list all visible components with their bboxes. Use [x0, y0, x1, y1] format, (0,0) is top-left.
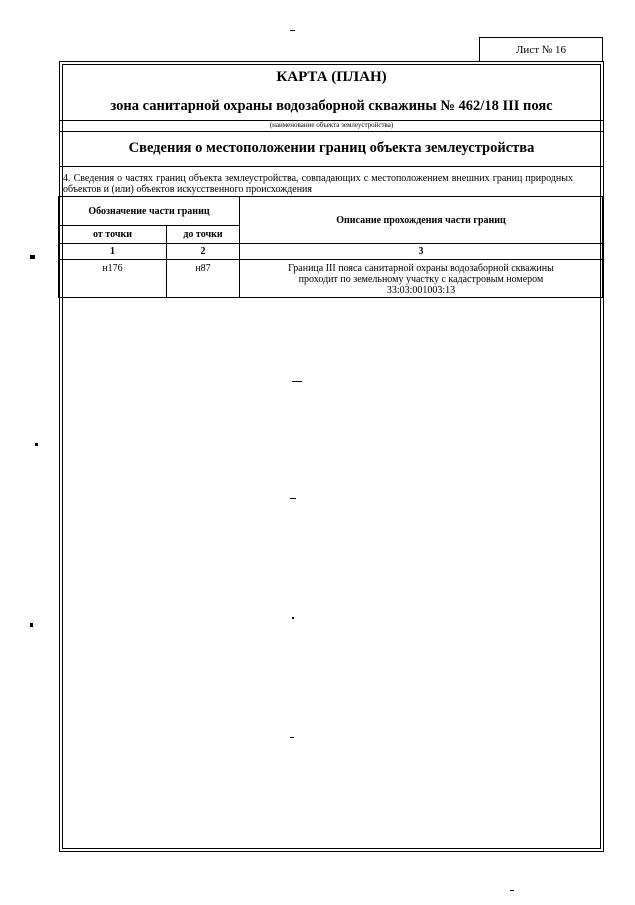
document-title: КАРТА (ПЛАН) [276, 69, 387, 85]
cell-from: н176 [59, 260, 167, 298]
column-number-1: 1 [59, 244, 167, 260]
column-number-2: 2 [167, 244, 240, 260]
sheet-number: Лист № 16 [479, 37, 603, 61]
header-group: Обозначение части границ [59, 197, 240, 226]
document-frame [59, 61, 604, 852]
divider [60, 131, 603, 132]
table-row [59, 260, 603, 298]
document-subtitle: зона санитарной охраны водозаборной скважины № 462/18 III пояс [110, 98, 553, 114]
section-paragraph: 4. Сведения о частях границ объекта землеустройства, совпадающих с местоположением внешних границ природных объектов и (или) объектов искусственного происхождения [63, 173, 573, 195]
boundary-table [58, 196, 603, 298]
column-number-3: 3 [240, 244, 603, 260]
header-description: Описание прохождения части границ [240, 197, 603, 244]
divider [60, 166, 603, 167]
section-title: Сведения о местоположении границ объекта землеустройства [128, 140, 535, 156]
header-to-point: до точки [167, 226, 240, 244]
cell-to: н87 [167, 260, 240, 298]
object-name-caption: (наименование объекта землеустройства) [269, 121, 394, 129]
cell-description: Граница III пояса санитарной охраны водозаборной скважины проходит по земельному участку с кадастровым номером 33:03:001003:13 [240, 260, 603, 298]
header-from-point: от точки [59, 226, 167, 244]
